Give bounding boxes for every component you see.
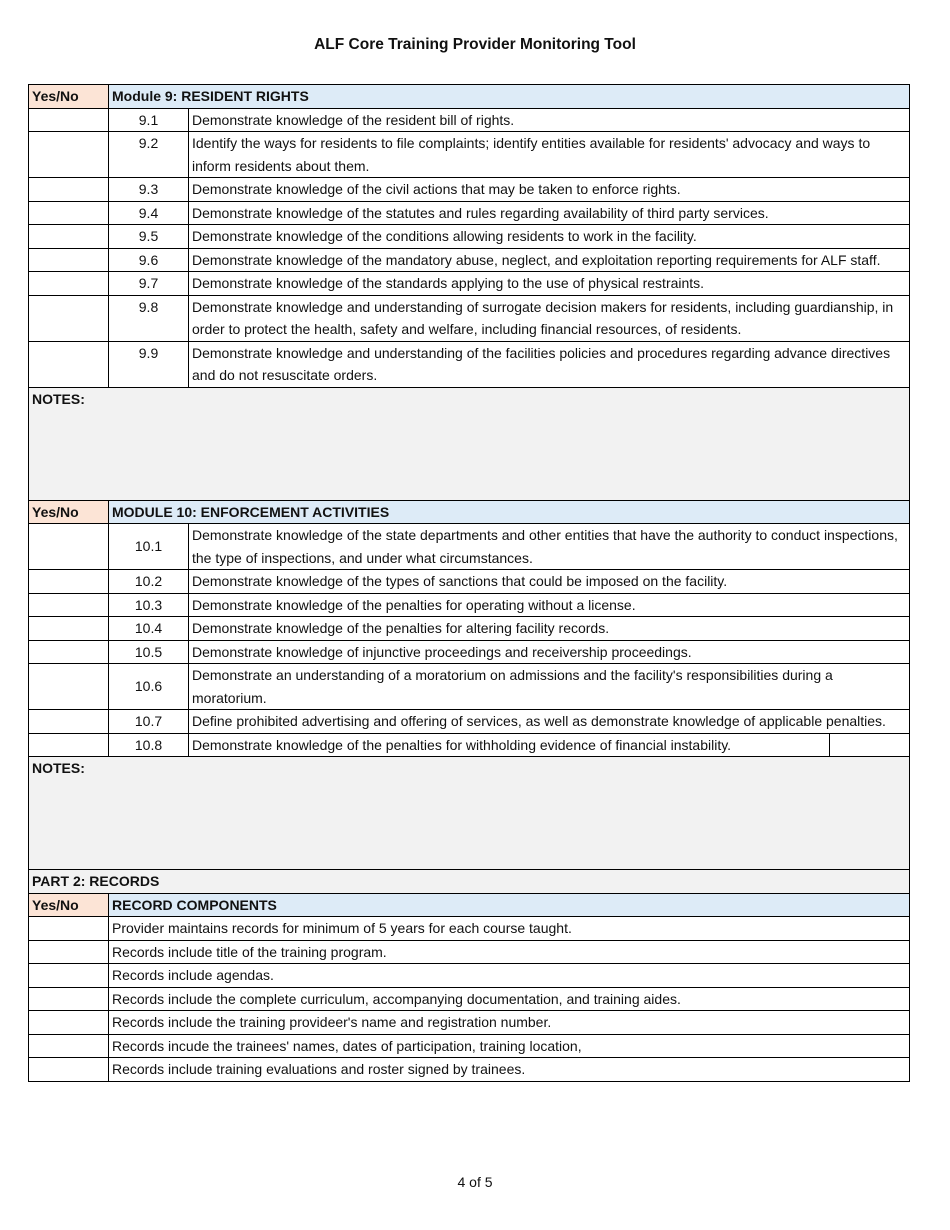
monitoring-sheet	[28, 84, 910, 1082]
module10-header-row	[29, 500, 910, 524]
table-row	[29, 341, 910, 387]
table-row	[29, 1034, 910, 1058]
table-row	[29, 640, 910, 664]
item-text-cell	[189, 733, 910, 757]
table-row	[29, 733, 910, 757]
table-row	[29, 225, 910, 249]
yes-no-cell[interactable]	[29, 1034, 109, 1058]
part2-header-row	[29, 893, 910, 917]
table-row	[29, 524, 910, 570]
record-components-title: RECORD COMPONENTS	[109, 893, 910, 917]
yes-no-cell[interactable]	[29, 1058, 109, 1082]
yes-no-cell[interactable]	[29, 225, 109, 249]
table-row	[29, 295, 910, 341]
item-text: Demonstrate knowledge of the resident bill of rights.	[189, 108, 910, 132]
table-row	[29, 272, 910, 296]
yes-no-cell[interactable]	[29, 341, 109, 387]
item-number: 9.3	[109, 178, 189, 202]
yes-no-cell[interactable]	[29, 295, 109, 341]
yes-no-cell[interactable]	[29, 964, 109, 988]
item-text: Demonstrate knowledge of the conditions allowing residents to work in the facility.	[189, 225, 910, 249]
item-number: 9.7	[109, 272, 189, 296]
module9-notes[interactable]	[29, 387, 910, 500]
table-row	[29, 201, 910, 225]
item-text: Identify the ways for residents to file complaints; identify entities available for residents' advocacy and ways to inform residents about them.	[189, 132, 910, 178]
item-text: Define prohibited advertising and offering of services, as well as demonstrate knowledge of applicable penalties.	[189, 710, 910, 734]
item-number: 9.6	[109, 248, 189, 272]
table-row	[29, 710, 910, 734]
yes-no-cell[interactable]	[29, 1011, 109, 1035]
table-row	[29, 917, 910, 941]
item-number: 9.4	[109, 201, 189, 225]
item-number: 10.7	[109, 710, 189, 734]
table-row	[29, 940, 910, 964]
divider	[829, 734, 909, 757]
yes-no-cell[interactable]	[29, 201, 109, 225]
item-text: Demonstrate knowledge of injunctive proceedings and receivership proceedings.	[189, 640, 910, 664]
item-text: Demonstrate knowledge of the state departments and other entities that have the authority to conduct inspections, the type of inspections, and under what circumstances.	[189, 524, 910, 570]
yes-no-cell[interactable]	[29, 524, 109, 570]
yes-no-header: Yes/No	[29, 893, 109, 917]
item-number: 10.4	[109, 617, 189, 641]
table-row	[29, 664, 910, 710]
record-text: Records include agendas.	[109, 964, 910, 988]
item-number: 10.5	[109, 640, 189, 664]
table-row	[29, 593, 910, 617]
page-number: 4 of 5	[457, 1174, 493, 1190]
yes-no-cell[interactable]	[29, 733, 109, 757]
item-number: 9.8	[109, 295, 189, 341]
item-text: Demonstrate knowledge of the penalties for operating without a license.	[189, 593, 910, 617]
item-number: 9.9	[109, 341, 189, 387]
part2-title: PART 2: RECORDS	[29, 870, 910, 894]
notes-label: NOTES:	[32, 760, 85, 776]
item-number: 10.6	[109, 664, 189, 710]
yes-no-cell[interactable]	[29, 640, 109, 664]
item-text: Demonstrate knowledge of the types of sanctions that could be imposed on the facility.	[189, 570, 910, 594]
yes-no-header: Yes/No	[29, 500, 109, 524]
table-row	[29, 570, 910, 594]
item-text: Demonstrate knowledge of the standards applying to the use of physical restraints.	[189, 272, 910, 296]
table-row	[29, 108, 910, 132]
table-row	[29, 617, 910, 641]
item-text: Demonstrate knowledge of the civil actions that may be taken to enforce rights.	[189, 178, 910, 202]
yes-no-cell[interactable]	[29, 917, 109, 941]
yes-no-cell[interactable]	[29, 710, 109, 734]
table-row	[29, 1011, 910, 1035]
item-number: 9.2	[109, 132, 189, 178]
table-row	[29, 964, 910, 988]
item-text: Demonstrate knowledge of the statutes and rules regarding availability of third party services.	[189, 201, 910, 225]
notes-row	[29, 757, 910, 870]
yes-no-cell[interactable]	[29, 664, 109, 710]
module10-title: MODULE 10: ENFORCEMENT ACTIVITIES	[109, 500, 910, 524]
table-row	[29, 1058, 910, 1082]
table-row	[29, 178, 910, 202]
table-row	[29, 132, 910, 178]
notes-row	[29, 387, 910, 500]
record-text: Records incude the trainees' names, dates of participation, training location,	[109, 1034, 910, 1058]
item-text: Demonstrate knowledge of the penalties for altering facility records.	[189, 617, 910, 641]
item-text: Demonstrate knowledge of the penalties for withholding evidence of financial instability.	[192, 736, 732, 753]
module9-header-row	[29, 85, 910, 109]
record-text: Records include the complete curriculum, accompanying documentation, and training aides.	[109, 987, 910, 1011]
item-number: 10.8	[109, 733, 189, 757]
yes-no-header: Yes/No	[29, 85, 109, 109]
page-title: ALF Core Training Provider Monitoring Tool	[314, 36, 636, 53]
yes-no-cell[interactable]	[29, 593, 109, 617]
yes-no-cell[interactable]	[29, 940, 109, 964]
yes-no-cell[interactable]	[29, 987, 109, 1011]
record-text: Records include the training provideer's name and registration number.	[109, 1011, 910, 1035]
module10-notes[interactable]	[29, 757, 910, 870]
item-number: 9.5	[109, 225, 189, 249]
part2-title-row	[29, 870, 910, 894]
item-text: Demonstrate knowledge of the mandatory abuse, neglect, and exploitation reporting requirements for ALF staff.	[189, 248, 910, 272]
monitoring-table	[28, 84, 910, 1082]
item-number: 10.2	[109, 570, 189, 594]
record-text: Records include training evaluations and roster signed by trainees.	[109, 1058, 910, 1082]
record-text: Records include title of the training program.	[109, 940, 910, 964]
item-number: 9.1	[109, 108, 189, 132]
item-text: Demonstrate knowledge and understanding of the facilities policies and procedures regarding advance directives and do not resuscitate orders.	[189, 341, 910, 387]
yes-no-cell[interactable]	[29, 248, 109, 272]
yes-no-cell[interactable]	[29, 570, 109, 594]
item-text: Demonstrate knowledge and understanding of surrogate decision makers for residents, including guardianship, in order to protect the health, safety and welfare, including financial resources, of residents.	[189, 295, 910, 341]
item-number: 10.3	[109, 593, 189, 617]
yes-no-cell[interactable]	[29, 132, 109, 178]
notes-label: NOTES:	[32, 390, 85, 407]
yes-no-cell[interactable]	[29, 178, 109, 202]
module9-title: Module 9: RESIDENT RIGHTS	[109, 85, 910, 109]
yes-no-cell[interactable]	[29, 617, 109, 641]
yes-no-cell[interactable]	[29, 108, 109, 132]
item-number: 10.1	[109, 524, 189, 570]
item-text: Demonstrate an understanding of a moratorium on admissions and the facility's responsibilities during a moratorium.	[189, 664, 910, 710]
table-row	[29, 987, 910, 1011]
table-row	[29, 248, 910, 272]
yes-no-cell[interactable]	[29, 272, 109, 296]
record-text: Provider maintains records for minimum of 5 years for each course taught.	[109, 917, 910, 941]
